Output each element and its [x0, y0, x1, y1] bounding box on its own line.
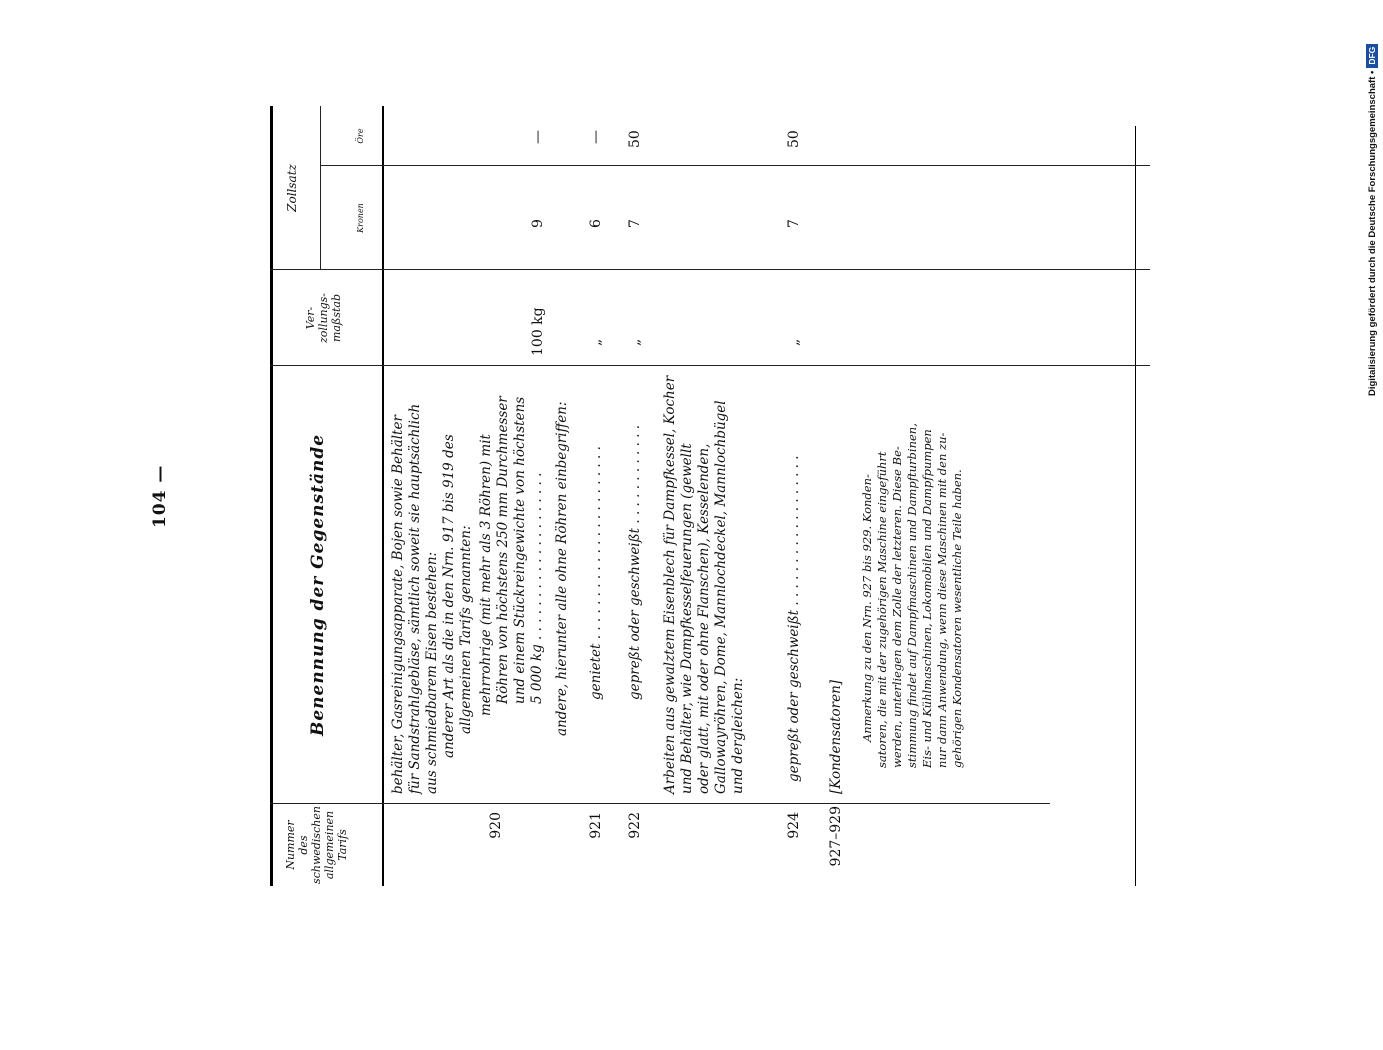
text-line: gepreßt oder geschweißt . . . . . . . . . . . . . . . . . .	[786, 455, 802, 782]
header-number-line: schwedischen	[310, 806, 323, 884]
header-number-line: Nummer	[284, 820, 297, 870]
row-text	[478, 396, 546, 716]
row-text	[390, 404, 441, 794]
note-line: satoren, die mit der zugehörigen Maschine eingeführt	[875, 451, 889, 768]
tariff-number: 922	[627, 812, 643, 839]
note-line: Anmerkung zu den Nrn. 927 bis 929. Konden-	[860, 474, 874, 742]
row-text	[828, 680, 845, 794]
unit-value: „	[627, 338, 643, 346]
text-line: und Behälter, wie Dampfkesselfeuerungen (gewellt	[679, 443, 695, 794]
text-line: behälter, Gasreinigungsapparate, Bojen sowie Behälter	[390, 415, 406, 794]
text-line: und einem Stückreingewichte von höchstens	[512, 396, 528, 704]
text-line: oder glatt, mit oder ohne Flanschen), Kesselenden,	[696, 443, 712, 794]
header-number-line: des	[297, 835, 310, 855]
duty-subrule	[320, 106, 321, 270]
kronen-value: 7	[627, 219, 643, 228]
text-line: [Kondensatoren]	[828, 679, 844, 794]
unit-value: „	[588, 338, 604, 346]
header-unit-line: Ver-	[304, 306, 317, 330]
row-text	[554, 402, 571, 736]
tariff-number: 920	[488, 812, 504, 839]
text-line: andere, hierunter alle ohne Röhren einbegriffen:	[554, 401, 570, 736]
kronen-value: 9	[530, 219, 546, 228]
header-number-line: allgemeinen	[323, 810, 336, 880]
dfg-logo: DFG	[1366, 44, 1378, 68]
tariff-number: 924	[786, 812, 802, 839]
ore-value: —	[530, 130, 546, 144]
header-unit-line: zollungs-	[317, 292, 330, 344]
text-line: Röhren von höchstens 250 mm Durchmesser	[495, 396, 511, 704]
ore-value: 50	[786, 130, 802, 148]
note-line: gehörigen Kondensatoren wesentliche Teile haben.	[950, 469, 964, 768]
text-line: genietet . . . . . . . . . . . . . . . . . . . . . . .	[588, 446, 604, 700]
text-line: 5 000 kg . . . . . . . . . . . . . . . . . . . .	[529, 472, 545, 704]
header-number-line: Tarifs	[336, 829, 349, 861]
tariff-number: 921	[588, 812, 604, 839]
ore-value: 50	[627, 130, 643, 148]
text-line: und dergleichen:	[730, 677, 746, 794]
header-unit-line: maßstab	[330, 294, 343, 343]
header-kronen: Kronen	[356, 203, 365, 233]
note-line: stimmung findet auf Dampfmaschinen und Dampfturbinen,	[905, 423, 919, 768]
note-line: nur dann Anwendung, wenn diese Maschinen mit den zu-	[935, 432, 949, 768]
unit-value: 100 kg	[530, 307, 546, 356]
kronen-value: 6	[588, 219, 604, 228]
text-line: anderer Art als die in den Nrn. 917 bis 919 des	[441, 434, 457, 758]
col-divider-1	[270, 803, 1050, 804]
header-ore: Öre	[356, 128, 365, 144]
tariff-table	[270, 106, 1170, 886]
text-line: gepreßt oder geschweißt . . . . . . . . . . . .	[627, 424, 643, 700]
note	[860, 423, 965, 768]
text-line: aus schmiedbarem Eisen bestehen:	[424, 551, 440, 794]
header-number	[284, 804, 349, 886]
row-text	[786, 455, 803, 782]
page-content	[150, 0, 1200, 1000]
note-line: Eis- und Kühlmaschinen, Lokomobilen und Dampfpumpen	[920, 429, 934, 768]
text-line: allgemeinen Tarifs genannten:	[458, 525, 474, 734]
tariff-number: 927–929	[828, 806, 844, 867]
text-line: mehrrohrige (mit mehr als 3 Röhren) mit	[478, 434, 494, 716]
note-line: werden, unterliegen dem Zolle der letzteren. Diese Be-	[890, 446, 904, 768]
row-text	[441, 434, 475, 758]
col-divider-2	[270, 365, 1150, 366]
row-text	[588, 446, 605, 700]
ore-value: —	[588, 130, 604, 144]
col-divider-3	[270, 269, 1150, 270]
top-rule	[270, 106, 273, 886]
col-divider-4	[320, 165, 1150, 166]
header-rule	[382, 106, 384, 886]
funding-note: Digitalisierung gefördert durch die Deutsche Forschungsgemeinschaft •	[1367, 70, 1378, 396]
rotated-page	[150, 0, 1150, 1050]
row-text	[627, 425, 644, 700]
header-description: Benennung der Gegenstände	[308, 433, 328, 737]
side-banner-text	[1366, 6, 1380, 396]
header-unit	[304, 270, 343, 366]
unit-value: „	[786, 338, 802, 346]
bottom-rule	[1135, 126, 1136, 886]
text-line: für Sandstrahlgebläse, sämtlich soweit sie hauptsächlich	[407, 403, 423, 794]
header-duty: Zollsatz	[285, 164, 299, 212]
row-text	[662, 376, 747, 794]
text-line: Arbeiten aus gewalztem Eisenblech für Dampfkessel, Kocher	[662, 375, 678, 794]
page-number: 104 —	[150, 464, 170, 528]
side-banner	[1366, 6, 1380, 396]
kronen-value: 7	[786, 219, 802, 228]
text-line: Gallowayröhren, Dome, Mannlochdeckel, Mannlochbügel	[713, 400, 729, 794]
